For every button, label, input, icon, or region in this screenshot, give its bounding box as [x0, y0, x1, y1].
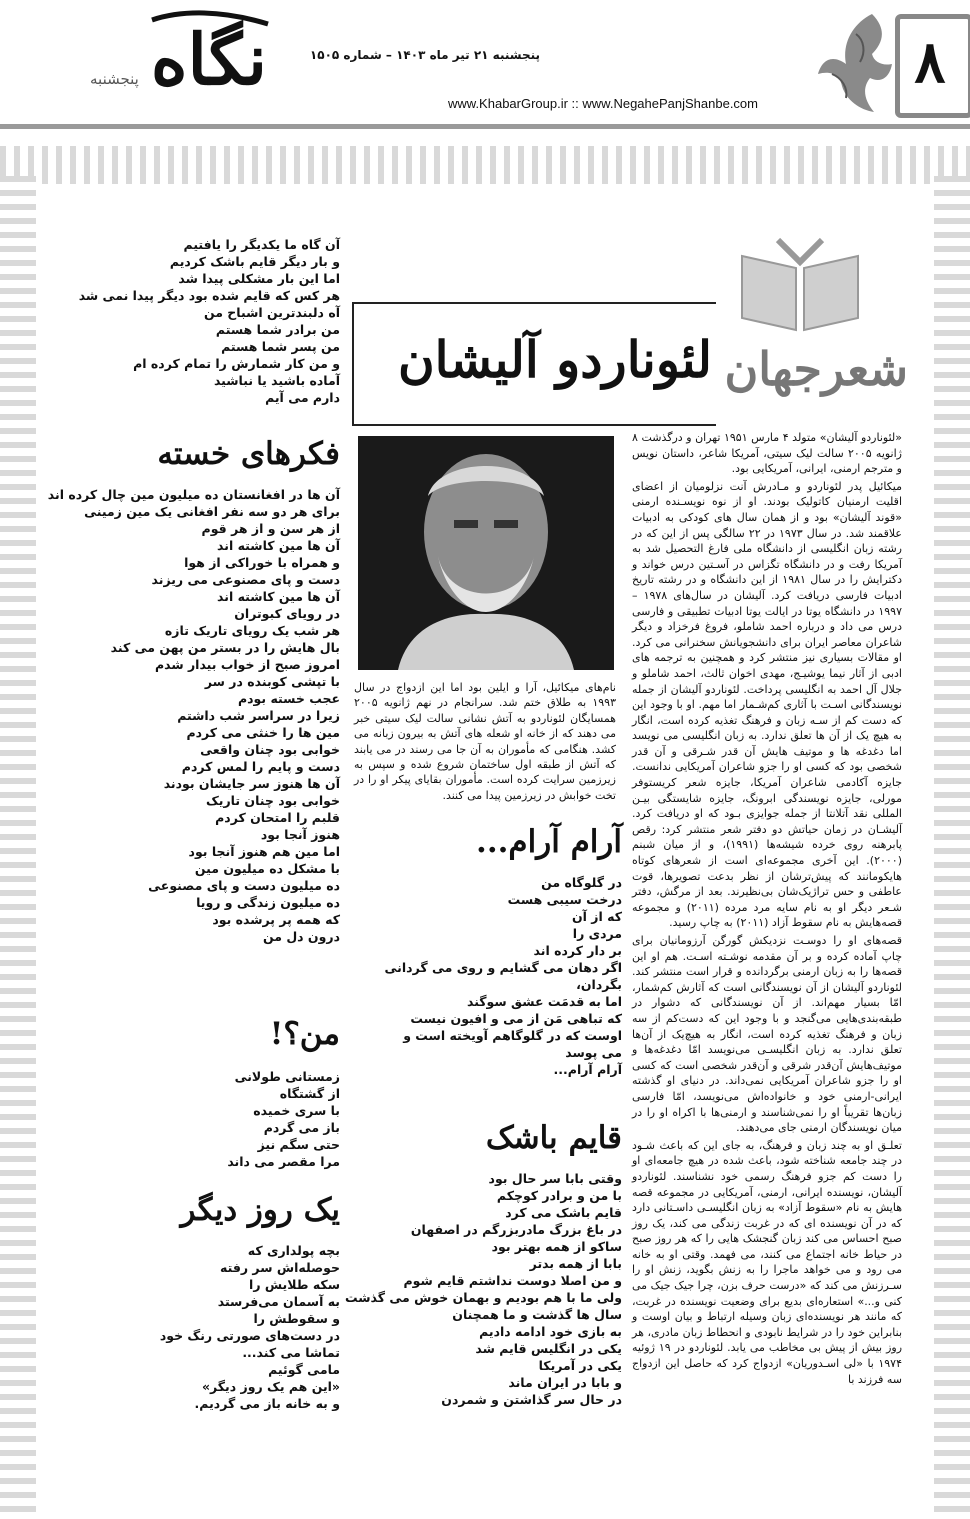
poem-line: و من اصلا دوست نداشتم قایم شوم — [403, 1273, 622, 1288]
logo-text: نگاه — [150, 18, 267, 101]
poem-line: درون دل من — [262, 929, 340, 944]
poem-line: هنوز آنجا بود — [260, 827, 340, 842]
poem-line: ده میلیون دست و پای مصنوعی — [148, 878, 340, 893]
poem-title: فکرهای خسته — [157, 436, 340, 472]
poem-line: سکه طلایش را — [249, 1277, 340, 1292]
poem-line: آماده باشید یا نباشید — [213, 373, 340, 388]
poem-line: یکی در انگلیس قایم شد — [475, 1341, 622, 1356]
poem-line: یکی در آمریکا — [538, 1358, 622, 1373]
poem-line: قلبم را امتحان کردم — [215, 810, 340, 825]
poem-line: و من کار شمارش را تمام کرده ام — [133, 356, 340, 371]
logo-subtitle: پنجشنبه — [90, 70, 139, 88]
poem-line: دست و پای مصنوعی می ریزند — [151, 572, 340, 587]
poem-line: در رویای کبوتران — [234, 606, 340, 621]
poem-line: اما مین هم هنوز آنجا بود — [188, 844, 340, 859]
poem-line: حوصله‌اش سر رفته — [220, 1260, 340, 1275]
poem-line: با من و برادر کوچکم — [496, 1188, 622, 1203]
poem-line: «این هم یک روز دیگر» — [201, 1379, 340, 1394]
poem-line: بال هایش را در بستر من پهن می کند — [110, 640, 340, 655]
poem-line: مین ها را خنثی می کردم — [186, 725, 340, 740]
website-urls[interactable]: www.KhabarGroup.ir :: www.NegahePanjShanbe.com — [448, 96, 758, 111]
poem-line: درخت سیبی هست — [507, 892, 622, 907]
decorative-border-right — [934, 176, 970, 1519]
poem-line: آرام آرام... — [553, 1062, 622, 1077]
section-name: شعرجهان — [724, 342, 908, 396]
poem-line: بابا از همه بدتر — [529, 1256, 622, 1271]
decorative-border-top — [0, 146, 970, 184]
header-rule — [0, 124, 970, 129]
intro-column — [632, 430, 902, 1387]
poem-line: دست و پایم را لمس کردم — [181, 759, 340, 774]
poem-line: که از آن — [572, 909, 622, 924]
intro-paragraph: «لئوناردو آلیشان» متولد ۴ مارس ۱۹۵۱ تهران و درگذشت ۸ ژانویه ۲۰۰۵ سالت لیک سیتی، آمریکا شاعر، داستان نویس و مترجم ارمنی، ایرانی، آمریکایی بود. — [632, 431, 902, 476]
poem-line: با تپشی کوبنده در سر — [204, 674, 340, 689]
poem-line: هر شب یک رویای تاریک تازه — [164, 623, 340, 638]
poem-line: مرا مقصر می داند — [227, 1154, 340, 1169]
poem-title: آرام آرام... — [476, 824, 622, 860]
issue-dateline: پنجشنبه ۲۱ تیر ماه ۱۴۰۳ – شماره ۱۵۰۵ — [309, 48, 540, 62]
poem-continuation — [44, 236, 340, 406]
poem-line: با مشکل ده میلیون مین — [194, 861, 340, 876]
poem-line: خوابی بود چنان تاریک — [205, 793, 340, 808]
poem-fekrhaye-khaste — [44, 434, 340, 945]
poem-line: ده میلیون زندگی و رویا — [196, 895, 340, 910]
poem-line: به آسمان می‌فرستد — [217, 1294, 340, 1309]
poem-line: و بابا در ایران ماند — [508, 1375, 622, 1390]
phoenix-emblem-icon — [812, 4, 896, 116]
poem-line: آه دلبندترین اشباح من — [203, 305, 340, 320]
poem-line: امروز صبح از خواب بیدار شدم — [154, 657, 340, 672]
poem-ghayem-bashak — [345, 1118, 622, 1408]
poem-aram-aram — [360, 822, 622, 1078]
author-portrait-photo — [358, 436, 614, 670]
poem-line: از گشتگاه — [279, 1086, 340, 1101]
poem-line: بگردان، — [576, 977, 622, 992]
poem-line: اما این بار مشکلی پیدا شد — [178, 271, 340, 286]
poem-line: آن گاه ما یکدیگر را یافتیم — [183, 237, 340, 252]
poem-line: آن ها هنوز سر جایشان بودند — [163, 776, 340, 791]
poem-line: سال ها گذشت و ما همچنان — [452, 1307, 622, 1322]
poem-line: ساکو از همه بهتر بود — [491, 1239, 622, 1254]
poem-line: می پوسد — [565, 1045, 622, 1060]
poem-line: حتی سگم نیز — [257, 1137, 340, 1152]
intro-paragraph: میکائیل پدر لئوناردو و مـادرش آنت نزلومیان از اعضای اقلیت ارمنیان کاتولیک بودند. او از نوه نویسـنده ارمنی «قوند آلیشان» بود و از همان سال های کودکی به ادبیات علاقمند شد. در سال ۱۹۷۳ در ۲۲ سالگی پس از این که در رشته زبان انگلیسی از دانشگاه ملی فارغ التحصیل شد به آمریکا رفت و در دانشگاه تگزاس در آسـتین درس خواند و دکترایش را در سال ۱۹۸۱ از این دانشگاه و در رشته تاریخ ادبیات فارسی دریافت کرد. آلیشان در سال‌های ۱۹۷۸ – ۱۹۹۷ در دانشگاه یوتا در ایالت یوتا ادبیات تطبیقی و فارسی درس می داد و درباره احمد شاملو، فروغ فرخزاد و دیگر شاعران معاصر ایران برای دانشجویانش سخنرانی می کرد. او مقالات بسیاری نیز منتشر کرد و همچنین به ترجمه های ادبی از آثار نیما یوشیـج، مهدی اخوان ثالث، احمد شاملو و جلال آل احمد به انگلیسی پرداخت. لئوناردو آلیشان از جمله نویسندگانی اسـت با آثاری کم‌شـمار اما مهم. او با وجود این که دست کم از سـه زبان و فرهنگ تغذیه کرده است، انگار به هیچ یک از آن ها تعلق ندارد. به زبان انگلیسی می نویسد اما دغدغه ها و موتیف هایش آن قدر شـرقی و آن قدر شخصی بود که کسی او را جزو شاعران آمریکایی ندانست. جایزه آکادمی شاعران آمریکا، جایزه شعر کریستوفر مورلی، جایزه نویسندگی ابرونگ، جایزه شایستگی بیـن المللی نقد آتلانتا از جمله جوایزی بـود که او دریافت کرد. آلیشـان در زمان حیاتش دو دفتر شعر منتشر کرد: رقص پابرهنه روی خرده شیشه‌ها (۱۹۹۱)، و از میان شبنم (۲۰۰۰). این آخری مجموعه‌ای است از شعرهای کوتاه هایکومانند که پیش‌ترشان از نظر بدعت تصویرها، قوت عاطفی و حس تراژیک‌شان بی‌نظیرند. بعد از مرگش، دفتر شـعر دیگر او به نام سایه مرد مرده (۲۰۱۱) و مجموعه قصه‌هایش به نام سقوط آزاد (۲۰۱۱) به چاپ رسید. — [632, 479, 903, 930]
poem-line: از هر سن و از هر قوم — [201, 521, 340, 536]
poem-yek-rooz-digar — [44, 1190, 340, 1412]
poem-line: مردی را — [572, 926, 622, 941]
poem-title: یک روز دیگر — [180, 1192, 340, 1228]
poem-line: قایم باشک می کرد — [505, 1205, 622, 1220]
masthead — [0, 0, 970, 132]
intro-paragraph: تعلـق او به چند زبان و فرهنگ، به جای این که باعث شـود در چند جامعه شناخته شود، باعث شده در هیچ جامعه‌ای او را دست کم جزو فرهنگ رسمی خود نشناسند. لئوناردو آلیشان، نویسنده ایرانی، ارمنی، آمریکایی در مجموعه قصه هایش به نام «سقوط آزاد» به زبان انگلیسـی داسـتانی دارد که در آن نویسنده ای که در غربت زندگی می کند، یک روز صبح احساس می کند زبان گنجشک هایی را که هر روز صبح در حیاط خانه اجتماع می کنند، می فهمد. وقتی او به خانه می رود و می خواهد ماجرا را به زنش بگوید، زنش او را سـرزنش می کند که «درست حرف بزن، چرا جیک جیک می کنی و...» استعاره‌ای بدیع برای وضعیت نویسنده در غربت، که مانند هر نویسنده‌ای زبان وسیله ارتباط و بیان اوست و بنابراین خود را در شرایط نابودی و انحطاط زبان مادری، هر روز بیش از پیش بی مخاطب می یابد. لئوناردو در ۱۹ ژوئیه ۱۹۷۴ با «لی اسـدوریان» ازدواج کرد که حاصل این ازدواج سه فرزند با — [632, 1138, 903, 1386]
poem-line: زمستانی طولانی — [234, 1069, 340, 1084]
poem-line: و به خانه باز می گردیم. — [194, 1396, 340, 1411]
poem-line: و سقوطش را — [253, 1311, 340, 1326]
poem-line: اوست که در گلوگاهم آویخته است و — [403, 1028, 622, 1043]
page-number: ۸ — [914, 28, 946, 96]
poem-line: من پسر شما هستم — [221, 339, 340, 354]
poem-line: بر دار کرده اند — [533, 943, 622, 958]
poem-title: من؟! — [269, 1016, 340, 1052]
poem-line: که تباهی مَن از می و افیون نیست — [410, 1011, 622, 1026]
poem-line: باز می گردم — [263, 1120, 340, 1135]
poem-line: وقتی بابا سر حال بود — [488, 1171, 622, 1186]
poem-line: و بار دیگر قایم باشک کردیم — [169, 254, 340, 269]
poem-title: قایم باشک — [485, 1120, 622, 1156]
poem-line: و همراه با خوراکی از هوا — [184, 555, 340, 570]
poem-line: در گلوگاه من — [541, 875, 622, 890]
photo-caption: نام‌های میکائیل، آرا و ایلین بود اما این ازدواج در سال ۱۹۹۳ به طلاق ختم شد. سرانجام در نهم ژانویه ۲۰۰۵ همسایگان لئوناردو به آتش نشانی سالت لیک سیتی خبر می دهند که از خانه او شعله های آتش به بیرون زبانه می کشد. هنگامی که مأموران به آن جا می رسند در می یابند که آتش از طبقه اول ساختمان شروع شده و سپس به زیرزمین سرایت کرده است. مأموران بقایای پیکر او را در تخت خوابش در زیرزمین پیدا می کنند. — [354, 681, 616, 802]
poem-line: اگر دهان می گشایم و روی می گردانی — [384, 960, 622, 975]
poem-line: بچه پولداری که — [247, 1243, 340, 1258]
poem-line: با سری خمیده — [253, 1103, 340, 1118]
poem-line: من برادر شما هستم — [215, 322, 340, 337]
poem-line: برای هر دو سه نفر افغانی یک مین زمینی — [84, 504, 340, 519]
intro-paragraph: قصه‌های او را دوسـت نزدیکش گورگن آرزومانیان برای چاپ آماده کرده و بر آن مقدمه نوشـته اسـت. هم او این قصه‌ها را به زبان ارمنی برگردانده و قرار است منتشر کند. لئوناردو آلیشان از آن نویسندگانی است که آثارش کم‌شمار، امّا بسیار مهم‌اند. از آن نویسندگانی که دشوار در طبقه‌بندی‌هایی می‌گنجد و با وجود این که دست‌کم از سه زبان و فرهنگ تغذیه کرده است، انگار به هیچ‌یک از آن‌ها تعلق ندارد. به زبان انگلیسـی می‌نویسد امّا دغدغه‌ها و موتیف‌هایش آن‌قدر شرقی و آن‌قدر شخصی است که کسی او را جزو شاعران آمریکایی نمی‌داند. در دنیای او گذشته ایرانی-ارمنی خود و خانواده‌اش می‌نویسد، امّا فارسی زبان‌ها تقریباً او را نمی‌شناسند و ارمنی‌ها با اکراه او را در میان نویسندگان ارمنی جای می‌دهند. — [632, 934, 902, 1135]
poem-man — [44, 1014, 340, 1170]
poem-line: اما به قدمَت عشق سوگند — [466, 994, 622, 1009]
poem-line: ولی ما با هم بودیم و بهمان خوش می گذشت — [345, 1290, 622, 1305]
poem-line: آن ها در افغانستان ده میلیون مین چال کرده اند — [47, 487, 340, 502]
poem-line: زیرا در سراسر شب داشتم — [177, 708, 340, 723]
poem-line: خوابی بود چنان واقعی — [200, 742, 340, 757]
poem-line: عجب خسته بودم — [237, 691, 340, 706]
poem-line: که همه پر پرشده بود — [212, 912, 340, 927]
newspaper-logo-icon — [92, 6, 282, 114]
decorative-border-left — [0, 176, 36, 1519]
poem-line: آن ها مین کاشته اند — [217, 589, 340, 604]
article-title: لئوناردو آلیشان — [397, 330, 712, 389]
open-book-icon — [738, 236, 862, 332]
poem-line: هر کس که قایم شده بود دیگر پیدا نمی شد — [78, 288, 340, 303]
poem-line: در حال سر گذاشتن و شمردن — [441, 1392, 622, 1407]
poem-line: در باغ بزرگ مادربزرگم در اصفهان — [410, 1222, 622, 1237]
poem-line: به بازی خود ادامه دادیم — [479, 1324, 622, 1339]
poem-line: مامی گوئیم — [268, 1362, 340, 1377]
poem-line: آن ها مین کاشته اند — [217, 538, 340, 553]
poem-line: تماشا می کند... — [242, 1345, 340, 1360]
poem-line: دارم می آیم — [265, 390, 340, 405]
poem-line: در دست‌های صورتی رنگ خود — [159, 1328, 340, 1343]
